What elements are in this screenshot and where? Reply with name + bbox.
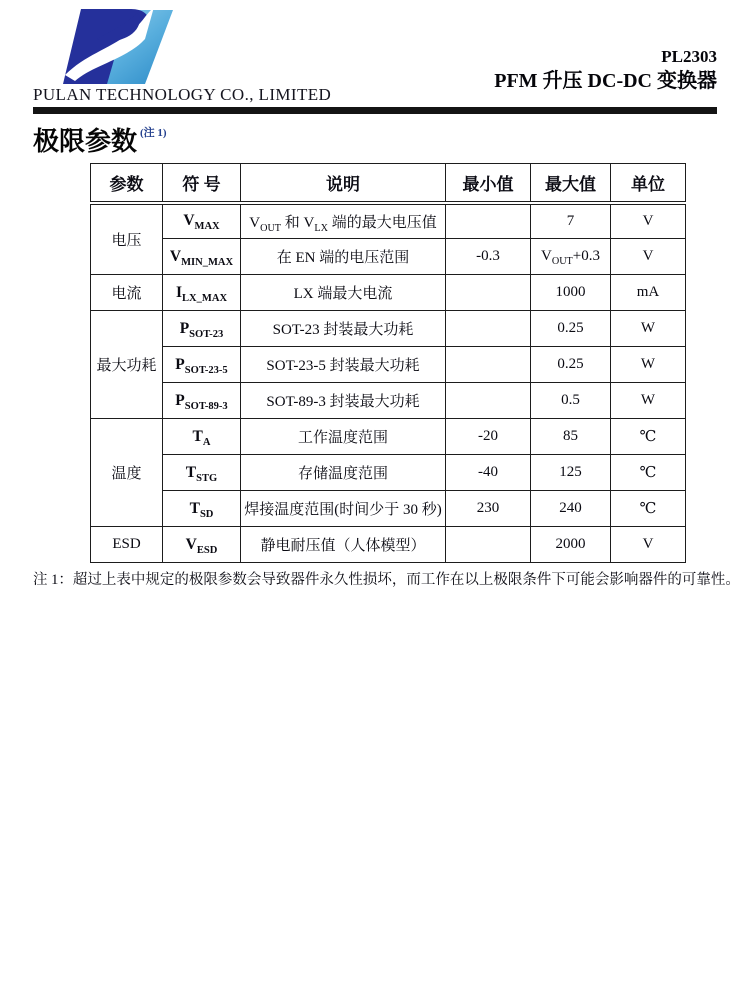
description-cell: SOT-23-5 封装最大功耗 [241,347,446,383]
max-value-cell: 85 [531,419,611,455]
symbol-cell: $V_{MIN\_MAX}$ [163,239,241,275]
unit-cell: W [611,311,686,347]
symbol-cell: $T_{STG}$ [163,455,241,491]
max-value-cell: 2000 [531,527,611,563]
table-row [91,275,686,311]
min-value-cell: -20 [446,419,531,455]
note-reference: (注 1) [140,127,167,139]
unit-cell: V [611,527,686,563]
max-value-cell: 7 [531,203,611,239]
parameter-group-cell: 温度 [91,419,163,527]
unit-cell: W [611,383,686,419]
table-row [91,203,686,239]
table-row [91,383,686,419]
company-logo-icon [45,5,175,89]
unit-cell: mA [611,275,686,311]
min-value-cell [446,311,531,347]
unit-cell: W [611,347,686,383]
min-value-cell: -40 [446,455,531,491]
symbol-cell: $V_{ESD}$ [163,527,241,563]
max-value-cell: 240 [531,491,611,527]
symbol-cell: $T_{SD}$ [163,491,241,527]
table-row [91,491,686,527]
unit-cell: ℃ [611,455,686,491]
column-header-1: 符 号 [163,164,241,203]
parameter-group-cell: ESD [91,527,163,563]
column-header-4: 最大值 [531,164,611,203]
ratings-table-body [91,203,686,563]
symbol-cell: $P_{SOT-89-3}$ [163,383,241,419]
column-header-5: 单位 [611,164,686,203]
parameter-group-cell: 电压 [91,203,163,275]
min-value-cell [446,347,531,383]
max-value-cell: 1000 [531,275,611,311]
max-value-cell: 0.25 [531,311,611,347]
description-cell: $V_{OUT}$ 和 $V_{LX}$ 端的最大电压值 [241,203,446,239]
column-header-0: 参数 [91,164,163,203]
description-cell: SOT-23 封装最大功耗 [241,311,446,347]
description-cell: LX 端最大电流 [241,275,446,311]
min-value-cell: 230 [446,491,531,527]
column-header-2: 说明 [241,164,446,203]
table-header-row [91,164,686,203]
table-row [91,311,686,347]
part-number: PL2303 [661,47,717,66]
table-row [91,527,686,563]
symbol-cell: $T_A$ [163,419,241,455]
unit-cell: ℃ [611,419,686,455]
symbol-cell: $P_{SOT-23-5}$ [163,347,241,383]
min-value-cell [446,275,531,311]
table-row [91,347,686,383]
abs-max-ratings-table [90,163,686,563]
description-cell: SOT-89-3 封装最大功耗 [241,383,446,419]
parameter-group-cell: 电流 [91,275,163,311]
company-name: PULAN TECHNOLOGY CO., LIMITED [33,85,332,104]
description-cell: 在 EN 端的电压范围 [241,239,446,275]
table-row [91,455,686,491]
description-cell: 存储温度范围 [241,455,446,491]
unit-cell: ℃ [611,491,686,527]
symbol-cell: $I_{LX\_MAX}$ [163,275,241,311]
max-value-cell: 125 [531,455,611,491]
unit-cell: V [611,239,686,275]
min-value-cell: -0.3 [446,239,531,275]
page-header [0,0,750,115]
min-value-cell [446,383,531,419]
header-divider [33,107,717,114]
min-value-cell [446,527,531,563]
description-cell: 焊接温度范围(时间少于 30 秒) [241,491,446,527]
table-row [91,239,686,275]
section-title-text: 极限参数 [33,127,138,156]
max-value-cell: 0.5 [531,383,611,419]
parameter-group-cell: 最大功耗 [91,311,163,419]
description-cell: 工作温度范围 [241,419,446,455]
unit-cell: V [611,203,686,239]
min-value-cell [446,203,531,239]
column-header-3: 最小值 [446,164,531,203]
max-value-cell: $V_{OUT}+0.3$ [531,239,611,275]
doc-title-block [494,46,717,94]
section-title [33,121,167,158]
symbol-cell: $V_{MAX}$ [163,203,241,239]
table-row [91,419,686,455]
footnote: 注 1：超过上表中规定的极限参数会导致器件永久性损坏，而工作在以上极限条件下可能会影响器件的可靠性。 [33,572,740,588]
description-cell: 静电耐压值（人体模型） [241,527,446,563]
doc-subtitle: PFM 升压 DC-DC 变换器 [494,70,717,92]
max-value-cell: 0.25 [531,347,611,383]
symbol-cell: $P_{SOT-23}$ [163,311,241,347]
